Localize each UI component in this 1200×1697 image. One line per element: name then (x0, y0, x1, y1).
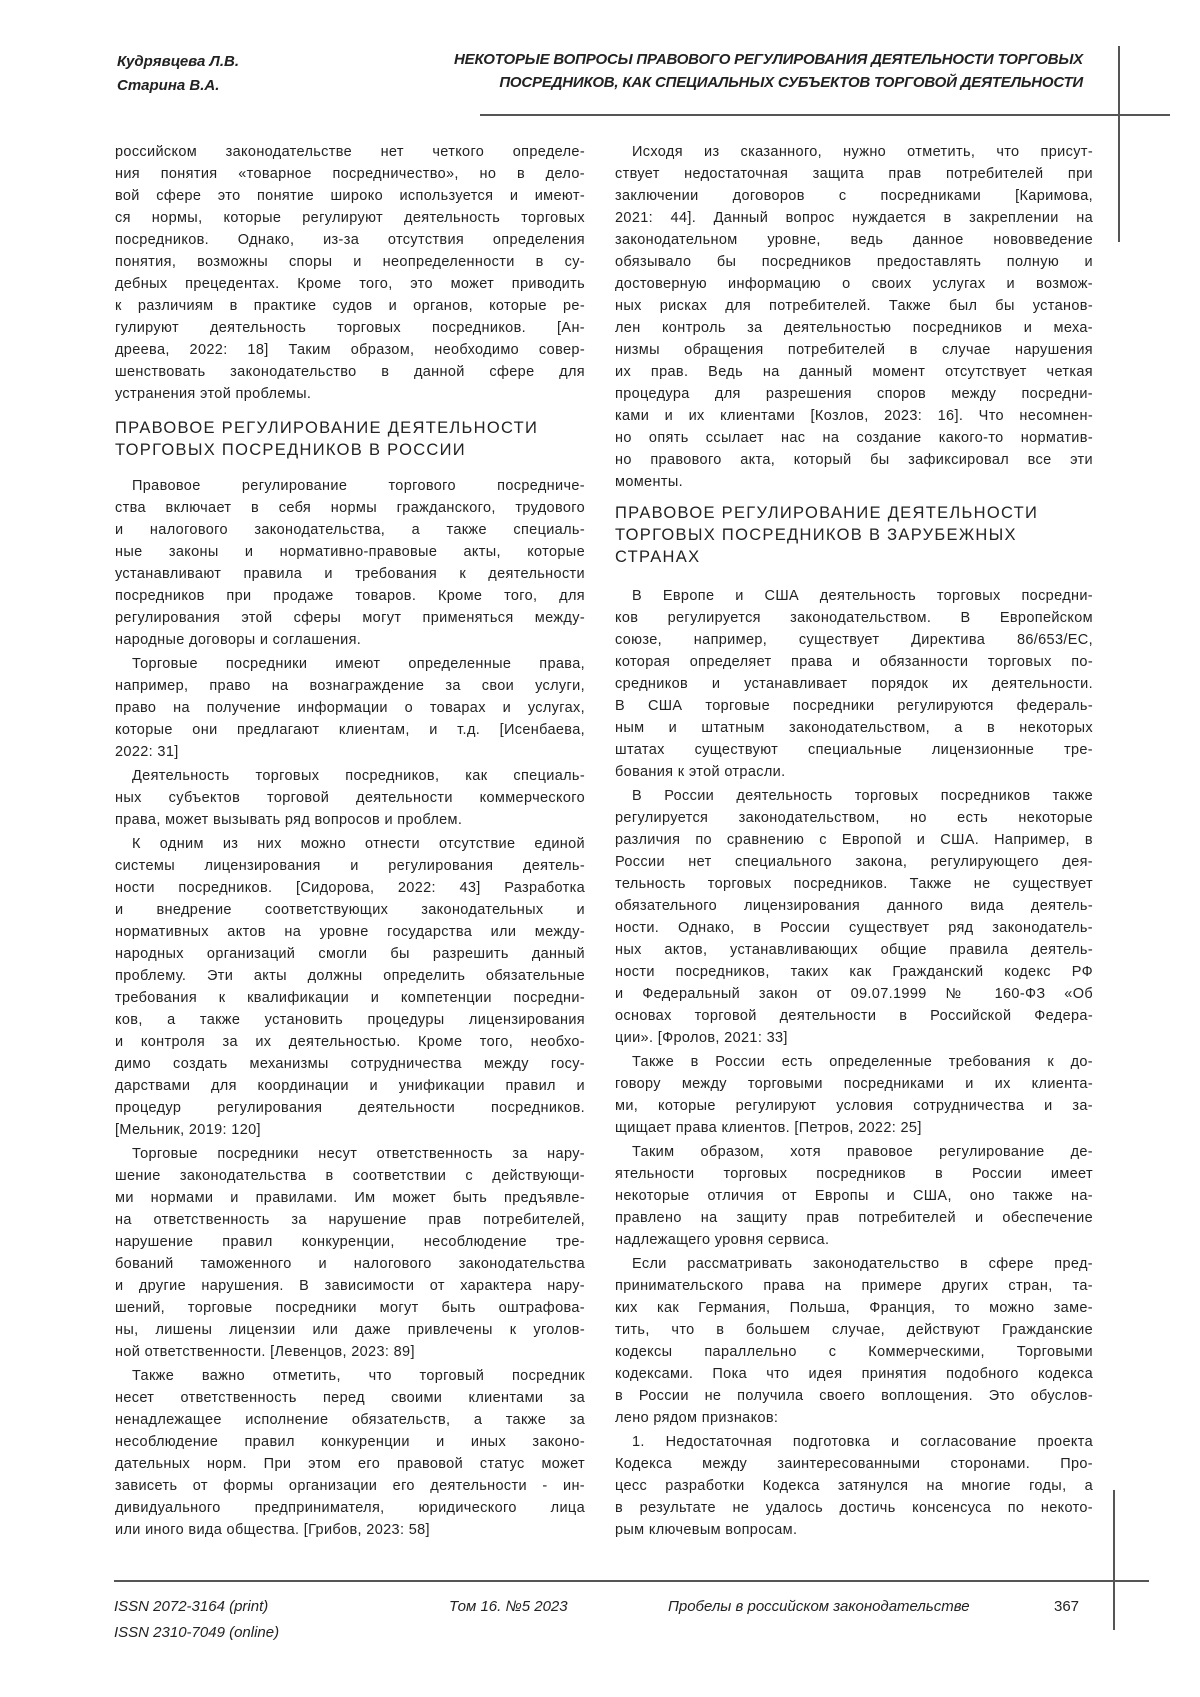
header-rule (480, 114, 1170, 116)
text-line: процедура для разрешения споров между посредни- (615, 383, 1093, 405)
text-line: в результате не удалось достичь консенсуса по некото- (615, 1497, 1093, 1519)
text-line: и Федеральный закон от 09.07.1999 № 160-ФЗ «Об (615, 983, 1093, 1005)
text-line: народные договоры и соглашения. (115, 629, 585, 651)
text-line: ния понятия «товарное посредничество», но в дело- (115, 163, 585, 185)
paragraph (615, 785, 1093, 1049)
section-heading-line: ПРАВОВОЕ РЕГУЛИРОВАНИЕ ДЕЯТЕЛЬНОСТИ (115, 417, 585, 439)
text-line: достоверную информацию о своих услугах и возмож- (615, 273, 1093, 295)
text-line: ких как Германия, Польша, Франция, то можно заме- (615, 1297, 1093, 1319)
text-line: дреева, 2022: 18] Таким образом, необходимо совер- (115, 339, 585, 361)
text-line: К одним из них можно отнести отсутствие единой (115, 833, 585, 855)
paragraph (115, 765, 585, 831)
running-title (454, 48, 1083, 94)
text-line: В России деятельность торговых посредников также (615, 785, 1093, 807)
text-line: устранения этой проблемы. (115, 383, 585, 405)
text-line: кодексами. Пока что идея принятия подобного кодекса (615, 1363, 1093, 1385)
text-line: и налогового законодательства, а также специаль- (115, 519, 585, 541)
footer-rule (114, 1580, 1149, 1582)
text-line: шение законодательства в соответствии с действующи- (115, 1165, 585, 1187)
text-line: [Мельник, 2019: 120] (115, 1119, 585, 1141)
text-line: ствует недостаточная защита прав потребителей при (615, 163, 1093, 185)
journal-name: Пробелы в российском законодательстве (668, 1594, 970, 1620)
paragraph (115, 141, 585, 405)
paragraph (115, 1143, 585, 1363)
text-line: в России не получила своего воплощения. Это обуслов- (615, 1385, 1093, 1407)
text-line: основах торговой деятельности в Российской Федера- (615, 1005, 1093, 1027)
text-line: посредников при продаже товаров. Кроме того, для (115, 585, 585, 607)
text-line: Торговые посредники несут ответственность за нару- (115, 1143, 585, 1165)
text-line: дательных норм. При этом его правовой статус может (115, 1453, 585, 1475)
text-line: надлежащего уровня сервиса. (615, 1229, 1093, 1251)
text-line: шенствовать законодательство в данной сфере для (115, 361, 585, 383)
text-line: понятия, возможны споры и неопределенности в су- (115, 251, 585, 273)
text-line: ков регулируется законодательством. В Европейском (615, 607, 1093, 629)
text-line: ся нормы, которые регулируют деятельность торговых (115, 207, 585, 229)
text-line: зависеть от формы организации его деятельности - ин- (115, 1475, 585, 1497)
text-line: и внедрение соответствующих законодательных и (115, 899, 585, 921)
text-line: Также в России есть определенные требования к до- (615, 1051, 1093, 1073)
paragraph (115, 833, 585, 1141)
text-line: шений, торговые посредники могут быть оштрафова- (115, 1297, 585, 1319)
article-authors (117, 50, 239, 98)
text-line: проблему. Эти акты должны определить обязательные (115, 965, 585, 987)
text-line: Таким образом, хотя правовое регулирование де- (615, 1141, 1093, 1163)
text-line: несет ответственность перед своими клиентами за (115, 1387, 585, 1409)
volume-issue: Том 16. №5 2023 (449, 1594, 568, 1620)
text-line: 1. Недостаточная подготовка и согласование проекта (615, 1431, 1093, 1453)
text-line: ных рисках для потребителей. Также был бы установ- (615, 295, 1093, 317)
text-line: ных актов, устанавливающих общие правила деятель- (615, 939, 1093, 961)
text-line: которая определяет права и обязанности торговых по- (615, 651, 1093, 673)
paragraph (115, 1365, 585, 1541)
text-line: средников и устанавливает порядок их деятельности. (615, 673, 1093, 695)
text-line: например, право на вознаграждение за свои услуги, (115, 675, 585, 697)
paragraph (115, 475, 585, 651)
text-line: Если рассматривать законодательство в сфере пред- (615, 1253, 1093, 1275)
text-line: и другие нарушения. В зависимости от характера нару- (115, 1275, 585, 1297)
text-line: принимательского права на примере других стран, та- (615, 1275, 1093, 1297)
text-line: бований таможенного и налогового законодательства (115, 1253, 585, 1275)
text-line: несоблюдение правил конкуренции и иных законо- (115, 1431, 585, 1453)
text-line: дебных прецедентах. Кроме того, это может приводить (115, 273, 585, 295)
text-line: ных субъектов торговой деятельности коммерческого (115, 787, 585, 809)
text-line: Также важно отметить, что торговый посредник (115, 1365, 585, 1387)
paragraph (615, 1141, 1093, 1251)
text-line: дивидуального предпринимателя, юридического лица (115, 1497, 585, 1519)
text-line: к различиям в практике судов и органов, которые ре- (115, 295, 585, 317)
running-title-line: ПОСРЕДНИКОВ, КАК СПЕЦИАЛЬНЫХ СУБЪЕКТОВ ТОРГОВОЙ ДЕЯТЕЛЬНОСТИ (454, 71, 1083, 94)
text-line: 2021: 44]. Данный вопрос нуждается в закреплении на (615, 207, 1093, 229)
paragraph (615, 1051, 1093, 1139)
text-line: лено рядом признаков: (615, 1407, 1093, 1429)
author-1: Кудрявцева Л.В. (117, 50, 239, 74)
text-line: говору между торговыми посредниками и их клиента- (615, 1073, 1093, 1095)
text-line: регулирования этой сферы могут применяться между- (115, 607, 585, 629)
header-vertical-rule (1118, 46, 1120, 242)
text-line: ми нормами и правилами. Им может быть предъявле- (115, 1187, 585, 1209)
right-column (615, 141, 1093, 1541)
text-line: тить, что в большем случае, действуют Гражданские (615, 1319, 1093, 1341)
text-line: некоторые отличия от Европы и США, оно также на- (615, 1185, 1093, 1207)
text-line: ции». [Фролов, 2021: 33] (615, 1027, 1093, 1049)
text-line: народных организаций смогли бы разрешить данный (115, 943, 585, 965)
text-line: ны, лишены лицензии или даже привлечены к уголов- (115, 1319, 585, 1341)
text-line: щищает права клиентов. [Петров, 2022: 25] (615, 1117, 1093, 1139)
text-line: рым ключевым вопросам. (615, 1519, 1093, 1541)
text-line: Правовое регулирование торгового посредниче- (115, 475, 585, 497)
text-line: бования к этой отрасли. (615, 761, 1093, 783)
text-line: которые они предлагают клиентам, и т.д. [Исенбаева, (115, 719, 585, 741)
text-line: Торговые посредники имеют определенные права, (115, 653, 585, 675)
text-line: заключении договоров с посредниками [Каримова, (615, 185, 1093, 207)
text-line: ности. Однако, в России существует ряд законодатель- (615, 917, 1093, 939)
page-number: 367 (1054, 1594, 1079, 1620)
text-line: В США торговые посредники регулируются федераль- (615, 695, 1093, 717)
text-line: дарствами для координации и унификации правил и (115, 1075, 585, 1097)
issn-print: ISSN 2072-3164 (print) (114, 1594, 268, 1620)
paragraph (615, 141, 1093, 493)
section-heading-line: ТОРГОВЫХ ПОСРЕДНИКОВ В ЗАРУБЕЖНЫХ (615, 524, 1093, 546)
section-heading-line: ПРАВОВОЕ РЕГУЛИРОВАНИЕ ДЕЯТЕЛЬНОСТИ (615, 502, 1093, 524)
text-line: права, может вызывать ряд вопросов и проблем. (115, 809, 585, 831)
text-line: тельность торговых посредников. Также не существует (615, 873, 1093, 895)
text-line: ные законы и нормативно-правовые акты, которые (115, 541, 585, 563)
text-line: процедур регулирования деятельности посредников. (115, 1097, 585, 1119)
text-line: системы лицензирования и регулирования деятель- (115, 855, 585, 877)
text-line: обязывало бы посредников предоставлять полную и (615, 251, 1093, 273)
section-heading-line: ТОРГОВЫХ ПОСРЕДНИКОВ В РОССИИ (115, 439, 585, 461)
paragraph (615, 1431, 1093, 1541)
text-line: цесс разработки Кодекса затянулся на многие годы, а (615, 1475, 1093, 1497)
text-line: требования к квалификации и компетенции посредни- (115, 987, 585, 1009)
section-heading (115, 417, 585, 461)
text-line: 2022: 31] (115, 741, 585, 763)
text-line: ненадлежащее исполнение обязательств, а также за (115, 1409, 585, 1431)
text-line: ства включает в себя нормы гражданского, трудового (115, 497, 585, 519)
section-heading-line: СТРАНАХ (615, 546, 1093, 568)
text-line: лен контроль за деятельностью посредников и меха- (615, 317, 1093, 339)
text-line: низмы обращения потребителей в случае нарушения (615, 339, 1093, 361)
text-line: нормативных актов на уровне государства или между- (115, 921, 585, 943)
text-line: различия по сравнению с Европой и США. Например, в (615, 829, 1093, 851)
text-line: ми, которые регулируют условия сотрудничества и за- (615, 1095, 1093, 1117)
text-line: России нет специального закона, регулирующего дея- (615, 851, 1093, 873)
text-line: димо создать механизмы сотрудничества между госу- (115, 1053, 585, 1075)
text-line: штатах существуют специальные лицензионные тре- (615, 739, 1093, 761)
text-line: устанавливают правила и требования к деятельности (115, 563, 585, 585)
text-line: обязательного лицензирования данного вида деятель- (615, 895, 1093, 917)
text-line: гулируют деятельность торговых посредников. [Ан- (115, 317, 585, 339)
text-line: или иного вида общества. [Грибов, 2023: 58] (115, 1519, 585, 1541)
text-line: российском законодательстве нет четкого определе- (115, 141, 585, 163)
text-line: Деятельность торговых посредников, как специаль- (115, 765, 585, 787)
text-line: В Европе и США деятельность торговых посредни- (615, 585, 1093, 607)
text-line: вой сфере это понятие широко используется и имеют- (115, 185, 585, 207)
text-line: посредников. Однако, из-за отсутствия определения (115, 229, 585, 251)
text-line: кодексы параллельно с Коммерческими, Торговыми (615, 1341, 1093, 1363)
text-line: нарушение правил конкуренции, несоблюдение тре- (115, 1231, 585, 1253)
text-line: моменты. (615, 471, 1093, 493)
text-line: союзе, например, существует Директива 86/653/ЕС, (615, 629, 1093, 651)
text-line: правлено на защиту прав потребителей и обеспечение (615, 1207, 1093, 1229)
paragraph (615, 1253, 1093, 1429)
text-line: законодательном уровне, ведь данное нововведение (615, 229, 1093, 251)
section-heading (615, 502, 1093, 568)
author-2: Старина В.А. (117, 74, 239, 98)
text-line: ности посредников, таких как Гражданский кодекс РФ (615, 961, 1093, 983)
text-line: ной ответственности. [Левенцов, 2023: 89] (115, 1341, 585, 1363)
text-line: регулируется законодательством, но есть некоторые (615, 807, 1093, 829)
text-line: ности посредников. [Сидорова, 2022: 43] Разработка (115, 877, 585, 899)
text-line: но опять ссылает нас на создание какого-то норматив- (615, 427, 1093, 449)
left-column (115, 141, 585, 1541)
text-line: ков, а также установить процедуры лицензирования (115, 1009, 585, 1031)
text-line: и контроля за их деятельностью. Кроме того, необхо- (115, 1031, 585, 1053)
paragraph (115, 653, 585, 763)
running-title-line: НЕКОТОРЫЕ ВОПРОСЫ ПРАВОВОГО РЕГУЛИРОВАНИЯ ДЕЯТЕЛЬНОСТИ ТОРГОВЫХ (454, 48, 1083, 71)
text-line: ным и штатным законодательством, а в некоторых (615, 717, 1093, 739)
text-line: на ответственность за нарушение прав потребителей, (115, 1209, 585, 1231)
issn-online: ISSN 2310-7049 (online) (114, 1620, 279, 1646)
footer-vertical-rule (1113, 1490, 1115, 1630)
text-line: право на получение информации о товарах и услугах, (115, 697, 585, 719)
text-line: их прав. Ведь на данный момент отсутствует четкая (615, 361, 1093, 383)
text-line: Кодекса между заинтересованными сторонами. Про- (615, 1453, 1093, 1475)
paragraph (615, 585, 1093, 783)
text-line: ками и их клиентами [Козлов, 2023: 16]. Что несомнен- (615, 405, 1093, 427)
text-line: Исходя из сказанного, нужно отметить, что присут- (615, 141, 1093, 163)
text-line: но правового акта, который бы зафиксировал все эти (615, 449, 1093, 471)
text-line: ятельности торговых посредников в России имеет (615, 1163, 1093, 1185)
